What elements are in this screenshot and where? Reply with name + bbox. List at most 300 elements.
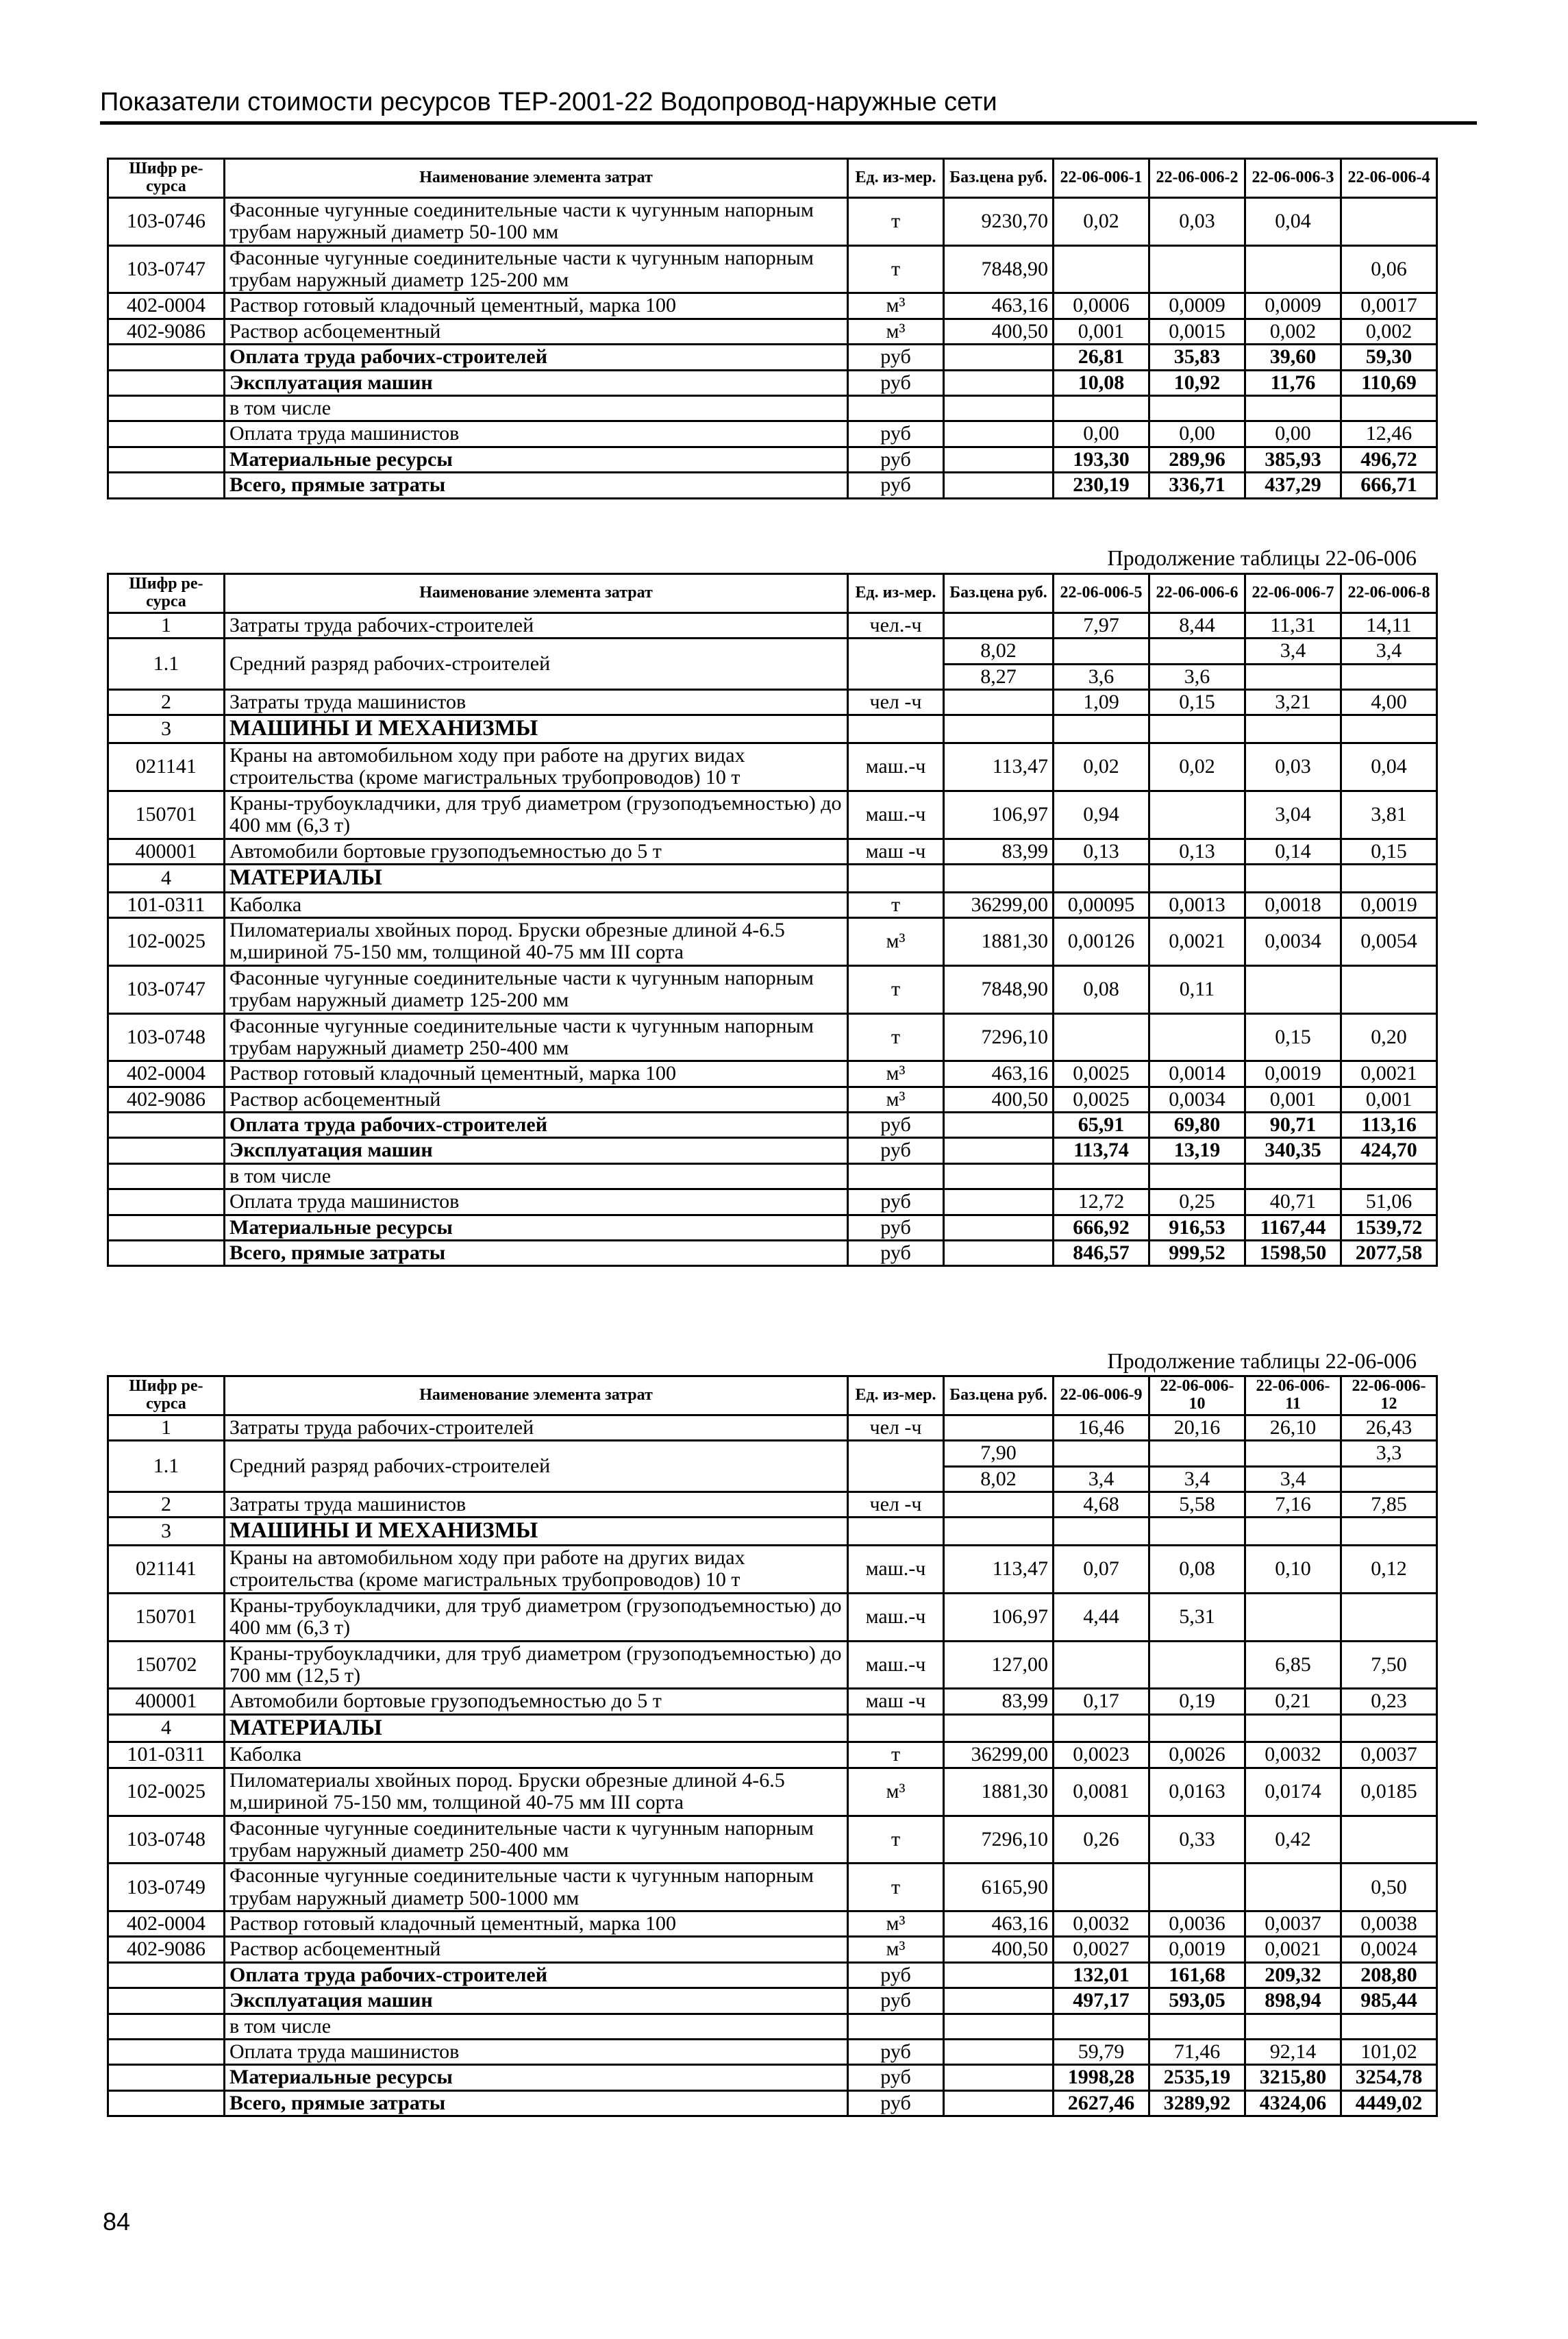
resource-price: 8,27 [944, 664, 1054, 689]
norm-value: 71,46 [1149, 2040, 1245, 2065]
resource-name: Затраты труда рабочих-строителей [225, 1415, 848, 1440]
table-row [108, 1816, 1437, 1864]
resource-price [944, 1518, 1054, 1546]
norm-value: 0,00095 [1054, 892, 1149, 917]
norm-value [1341, 1466, 1437, 1492]
table-row [108, 2090, 1437, 2116]
norm-value: 0,12 [1341, 1546, 1437, 1594]
resource-code: 402-9086 [108, 1937, 225, 1962]
resource-name: Затраты труда рабочих-строителей [225, 612, 848, 638]
resource-unit: руб [848, 1988, 944, 2014]
resource-price [944, 395, 1054, 421]
norm-value [1149, 639, 1245, 664]
resource-code: 101-0311 [108, 1742, 225, 1768]
resource-unit: руб [848, 1113, 944, 1138]
resource-name: Оплата труда машинистов [225, 421, 848, 447]
resource-name: Оплата труда рабочих-строителей [225, 1113, 848, 1138]
table-row [108, 293, 1437, 319]
norm-value: 0,00 [1245, 421, 1341, 447]
resource-name: Оплата труда машинистов [225, 2040, 848, 2065]
table-row [108, 197, 1437, 245]
norm-value: 0,0019 [1245, 1061, 1341, 1087]
norm-value: 0,94 [1054, 791, 1149, 839]
resource-name: Раствор асбоцементный [225, 1087, 848, 1112]
resource-price [944, 1714, 1054, 1742]
norm-value [1341, 395, 1437, 421]
norm-value [1341, 1593, 1437, 1641]
norm-value: 7,50 [1341, 1641, 1437, 1689]
table-row [108, 395, 1437, 421]
norm-value: 0,0038 [1341, 1911, 1437, 1937]
resource-name: Материальные ресурсы [225, 2065, 848, 2090]
resource-code: 4 [108, 864, 225, 892]
norm-value: 0,0019 [1341, 892, 1437, 917]
norm-value: 0,0032 [1245, 1742, 1341, 1768]
table-row [108, 791, 1437, 839]
resource-name: Средний разряд рабочих-строителей [225, 1441, 848, 1492]
continuation-label-2: Продолжение таблицы 22-06-006 [1107, 1348, 1417, 1373]
resource-price [944, 2090, 1054, 2116]
norm-value: 496,72 [1341, 447, 1437, 472]
norm-value [1341, 2014, 1437, 2039]
resource-price: 7,90 [944, 1441, 1054, 1466]
norm-value: 132,01 [1054, 1962, 1149, 1988]
resource-price [944, 1138, 1054, 1163]
page-number: 84 [103, 2207, 131, 2236]
norm-value: 0,001 [1341, 1087, 1437, 1112]
norm-value: 0,001 [1245, 1087, 1341, 1112]
resource-price [944, 1492, 1054, 1517]
norm-value: 4,44 [1054, 1593, 1149, 1641]
norm-value: 3,4 [1245, 1466, 1341, 1492]
norm-value: 2077,58 [1341, 1241, 1437, 1266]
resource-price: 106,97 [944, 791, 1054, 839]
resource-name: Оплата труда рабочих-строителей [225, 1962, 848, 1988]
resource-unit [848, 395, 944, 421]
norm-value: 999,52 [1149, 1241, 1245, 1266]
resource-name: Каболка [225, 892, 848, 917]
norm-value: 0,002 [1245, 319, 1341, 344]
norm-value: 0,02 [1149, 743, 1245, 791]
resource-name: Фасонные чугунные соединительные части к чугунным напорным трубам наружный диаметр 125-200 мм [225, 245, 848, 293]
resource-price [944, 1113, 1054, 1138]
norm-value: 11,76 [1245, 370, 1341, 395]
resource-code: 4 [108, 1714, 225, 1742]
resource-price: 106,97 [944, 1593, 1054, 1641]
resource-price [944, 689, 1054, 715]
resource-unit: м³ [848, 1087, 944, 1112]
resource-price [944, 370, 1054, 395]
resource-code: 402-0004 [108, 1911, 225, 1937]
resource-name: Пиломатериалы хвойных пород. Бруски обрезные длиной 4-6.5 м,шириной 75-150 мм, толщиной 40-75 мм III сорта [225, 1768, 848, 1816]
header-norm-col: 22-06-006-10 [1149, 1376, 1245, 1415]
resource-unit: т [848, 197, 944, 245]
norm-value: 39,60 [1245, 345, 1341, 370]
norm-value: 0,20 [1341, 1013, 1437, 1061]
norm-value: 3,81 [1341, 791, 1437, 839]
resource-unit: м³ [848, 319, 944, 344]
resource-code: 402-0004 [108, 293, 225, 319]
header-norm-col: 22-06-006-8 [1341, 574, 1437, 613]
norm-value: 65,91 [1054, 1113, 1149, 1138]
norm-value: 113,16 [1341, 1113, 1437, 1138]
resource-code: 400001 [108, 1689, 225, 1714]
norm-value: 0,07 [1054, 1546, 1149, 1594]
resource-code: 021141 [108, 743, 225, 791]
norm-value: 230,19 [1054, 473, 1149, 498]
norm-value: 0,13 [1149, 839, 1245, 864]
norm-value: 59,30 [1341, 345, 1437, 370]
table-row [108, 1768, 1437, 1816]
resource-code: 021141 [108, 1546, 225, 1594]
resource-unit [848, 715, 944, 743]
table-row [108, 1518, 1437, 1546]
norm-value: 340,35 [1245, 1138, 1341, 1163]
norm-value [1149, 1518, 1245, 1546]
resource-unit: руб [848, 370, 944, 395]
header-norm-col: 22-06-006-6 [1149, 574, 1245, 613]
resource-name: МАШИНЫ И МЕХАНИЗМЫ [225, 1518, 848, 1546]
resource-unit: т [848, 1816, 944, 1864]
resource-name: Раствор асбоцементный [225, 1937, 848, 1962]
norm-value: 0,14 [1245, 839, 1341, 864]
resource-unit: чел -ч [848, 1415, 944, 1440]
norm-value: 35,83 [1149, 345, 1245, 370]
norm-value: 193,30 [1054, 447, 1149, 472]
resource-unit: руб [848, 1241, 944, 1266]
resource-price [944, 1962, 1054, 1988]
norm-value [1341, 965, 1437, 1013]
resource-code [108, 1962, 225, 1988]
resource-code: 402-9086 [108, 1087, 225, 1112]
resource-code: 103-0748 [108, 1816, 225, 1864]
norm-value: 12,46 [1341, 421, 1437, 447]
norm-value: 3215,80 [1245, 2065, 1341, 2090]
norm-value [1245, 864, 1341, 892]
norm-value: 0,03 [1245, 743, 1341, 791]
resource-code: 1.1 [108, 639, 225, 690]
resource-code: 2 [108, 1492, 225, 1517]
norm-value: 0,19 [1149, 1689, 1245, 1714]
norm-value: 0,0054 [1341, 917, 1437, 965]
norm-value [1341, 864, 1437, 892]
resource-unit: маш.-ч [848, 1641, 944, 1689]
norm-value: 26,81 [1054, 345, 1149, 370]
norm-value: 916,53 [1149, 1215, 1245, 1240]
resource-code [108, 1988, 225, 2014]
norm-value [1149, 1641, 1245, 1689]
norm-value: 1539,72 [1341, 1215, 1437, 1240]
resource-unit: т [848, 1013, 944, 1061]
resource-name: Фасонные чугунные соединительные части к чугунным напорным трубам наружный диаметр 50-100 мм [225, 197, 848, 245]
resource-code [108, 370, 225, 395]
norm-value: 0,0021 [1149, 917, 1245, 965]
resource-unit [848, 639, 944, 690]
header-unit: Ед. из-мер. [848, 159, 944, 198]
norm-value [1054, 1441, 1149, 1466]
resource-unit: руб [848, 473, 944, 498]
norm-value: 7,16 [1245, 1492, 1341, 1517]
norm-value: 0,42 [1245, 1816, 1341, 1864]
norm-value: 0,13 [1054, 839, 1149, 864]
norm-value: 666,92 [1054, 1215, 1149, 1240]
resource-price: 400,50 [944, 319, 1054, 344]
resource-price: 9230,70 [944, 197, 1054, 245]
header-norm-col: 22-06-006-3 [1245, 159, 1341, 198]
norm-value: 20,16 [1149, 1415, 1245, 1440]
table-row [108, 1593, 1437, 1641]
table-row [108, 447, 1437, 472]
resource-unit: руб [848, 2040, 944, 2065]
header-price: Баз.цена руб. [944, 1376, 1054, 1415]
norm-value: 26,10 [1245, 1415, 1341, 1440]
resource-unit: чел.-ч [848, 612, 944, 638]
table-row [108, 2065, 1437, 2090]
norm-value: 289,96 [1149, 447, 1245, 472]
norm-value [1149, 791, 1245, 839]
norm-value: 0,50 [1341, 1864, 1437, 1911]
norm-value [1245, 395, 1341, 421]
resource-price [944, 1215, 1054, 1240]
norm-value: 0,15 [1149, 689, 1245, 715]
norm-value: 209,32 [1245, 1962, 1341, 1988]
header-code: Шифр ре-сурса [108, 1376, 225, 1415]
resource-price [944, 864, 1054, 892]
norm-value [1054, 864, 1149, 892]
resource-code: 402-9086 [108, 319, 225, 344]
norm-value: 0,00 [1054, 421, 1149, 447]
norm-value: 0,0009 [1245, 293, 1341, 319]
resource-code: 2 [108, 689, 225, 715]
resource-name: Всего, прямые затраты [225, 473, 848, 498]
norm-value: 90,71 [1245, 1113, 1341, 1138]
resource-name: Эксплуатация машин [225, 370, 848, 395]
resource-code: 103-0749 [108, 1864, 225, 1911]
resource-price: 7848,90 [944, 965, 1054, 1013]
table-row [108, 1061, 1437, 1087]
norm-value: 0,10 [1245, 1546, 1341, 1594]
norm-value: 110,69 [1341, 370, 1437, 395]
resource-code: 103-0747 [108, 245, 225, 293]
norm-value: 0,0025 [1054, 1061, 1149, 1087]
resource-unit: руб [848, 1138, 944, 1163]
resource-price [944, 1189, 1054, 1215]
norm-value: 0,08 [1054, 965, 1149, 1013]
table-row [108, 370, 1437, 395]
resource-price [944, 447, 1054, 472]
resource-price: 1881,30 [944, 1768, 1054, 1816]
norm-value: 0,0023 [1054, 1742, 1149, 1768]
norm-value [1149, 1714, 1245, 1742]
table-row [108, 1163, 1437, 1189]
norm-value: 208,80 [1341, 1962, 1437, 1988]
resource-price [944, 2014, 1054, 2039]
resource-unit: м³ [848, 1061, 944, 1087]
norm-value: 0,0163 [1149, 1768, 1245, 1816]
resource-name: Затраты труда машинистов [225, 689, 848, 715]
resource-price [944, 1415, 1054, 1440]
table-row [108, 245, 1437, 293]
norm-value: 0,11 [1149, 965, 1245, 1013]
header-norm-col: 22-06-006-5 [1054, 574, 1149, 613]
norm-value [1341, 1714, 1437, 1742]
norm-value: 51,06 [1341, 1189, 1437, 1215]
norm-value: 0,0019 [1149, 1937, 1245, 1962]
norm-value: 92,14 [1245, 2040, 1341, 2065]
table-row [108, 1189, 1437, 1215]
norm-value: 40,71 [1245, 1189, 1341, 1215]
norm-value: 0,0081 [1054, 1768, 1149, 1816]
norm-value [1054, 1518, 1149, 1546]
resource-unit [848, 1714, 944, 1742]
norm-value: 0,0185 [1341, 1768, 1437, 1816]
norm-value: 0,26 [1054, 1816, 1149, 1864]
norm-value: 5,31 [1149, 1593, 1245, 1641]
norm-value: 4449,02 [1341, 2090, 1437, 2116]
resource-code: 101-0311 [108, 892, 225, 917]
norm-value: 0,0174 [1245, 1768, 1341, 1816]
resource-code: 402-0004 [108, 1061, 225, 1087]
table-row [108, 319, 1437, 344]
norm-value: 424,70 [1341, 1138, 1437, 1163]
norm-value: 666,71 [1341, 473, 1437, 498]
resource-name: Всего, прямые затраты [225, 2090, 848, 2116]
resource-unit: руб [848, 447, 944, 472]
norm-value: 0,0037 [1245, 1911, 1341, 1937]
resource-unit: т [848, 965, 944, 1013]
resource-unit: руб [848, 1215, 944, 1240]
resource-unit: чел -ч [848, 1492, 944, 1517]
resource-code [108, 447, 225, 472]
table-row [108, 1864, 1437, 1911]
resource-price [944, 421, 1054, 447]
resource-unit: м³ [848, 293, 944, 319]
norm-value: 4,68 [1054, 1492, 1149, 1517]
resource-price: 463,16 [944, 1911, 1054, 1937]
norm-value: 898,94 [1245, 1988, 1341, 2014]
resource-code [108, 421, 225, 447]
resource-name: Затраты труда машинистов [225, 1492, 848, 1517]
norm-value [1245, 1714, 1341, 1742]
resource-price [944, 2065, 1054, 2090]
resource-unit: т [848, 892, 944, 917]
norm-value: 3254,78 [1341, 2065, 1437, 2090]
norm-value [1341, 1816, 1437, 1864]
norm-value [1245, 664, 1341, 689]
norm-value: 0,0006 [1054, 293, 1149, 319]
table-header-row [108, 574, 1437, 613]
table-row [108, 1138, 1437, 1163]
table-row [108, 1087, 1437, 1112]
resource-name: Краны на автомобильном ходу при работе на других видах строительства (кроме магистральных трубопроводов) 10 т [225, 1546, 848, 1594]
table-row [108, 2014, 1437, 2039]
norm-value [1054, 639, 1149, 664]
header-code: Шифр ре-сурса [108, 574, 225, 613]
norm-value: 0,0017 [1341, 293, 1437, 319]
norm-value: 3,6 [1054, 664, 1149, 689]
table-row [108, 1215, 1437, 1240]
resource-name: Каболка [225, 1742, 848, 1768]
norm-value: 0,0009 [1149, 293, 1245, 319]
table-row [108, 743, 1437, 791]
norm-value: 0,00 [1149, 421, 1245, 447]
resource-price [944, 1241, 1054, 1266]
resource-name: Фасонные чугунные соединительные части к чугунным напорным трубам наружный диаметр 125-200 мм [225, 965, 848, 1013]
resource-name: в том числе [225, 1163, 848, 1189]
header-norm-col: 22-06-006-2 [1149, 159, 1245, 198]
resource-code [108, 1215, 225, 1240]
resource-name: Материальные ресурсы [225, 447, 848, 472]
resource-unit: руб [848, 2090, 944, 2116]
resource-name: Фасонные чугунные соединительные части к чугунным напорным трубам наружный диаметр 250-400 мм [225, 1013, 848, 1061]
header-name: Наименование элемента затрат [225, 159, 848, 198]
norm-value: 0,04 [1341, 743, 1437, 791]
table-header-row [108, 1376, 1437, 1415]
resource-name: Эксплуатация машин [225, 1988, 848, 2014]
table-row [108, 345, 1437, 370]
resource-price: 463,16 [944, 1061, 1054, 1087]
norm-value [1054, 395, 1149, 421]
norm-value [1149, 864, 1245, 892]
header-norm-col: 22-06-006-11 [1245, 1376, 1341, 1415]
resource-name: Раствор готовый кладочный цементный, марка 100 [225, 1061, 848, 1087]
resource-price [944, 612, 1054, 638]
resource-price: 7296,10 [944, 1013, 1054, 1061]
norm-value: 0,0026 [1149, 1742, 1245, 1768]
resource-table-1 [107, 158, 1438, 499]
norm-value: 5,58 [1149, 1492, 1245, 1517]
resource-unit: маш -ч [848, 839, 944, 864]
header-unit: Ед. из-мер. [848, 574, 944, 613]
resource-code: 3 [108, 1518, 225, 1546]
resource-unit: м³ [848, 1911, 944, 1937]
resource-unit: м³ [848, 917, 944, 965]
resource-name: Всего, прямые затраты [225, 1241, 848, 1266]
resource-unit: маш.-ч [848, 791, 944, 839]
table-row [108, 1911, 1437, 1937]
norm-value [1245, 965, 1341, 1013]
norm-value: 0,0024 [1341, 1937, 1437, 1962]
resource-name: МАТЕРИАЛЫ [225, 864, 848, 892]
resource-code [108, 473, 225, 498]
header-norm-col: 22-06-006-4 [1341, 159, 1437, 198]
resource-code [108, 395, 225, 421]
resource-name: МАШИНЫ И МЕХАНИЗМЫ [225, 715, 848, 743]
resource-price: 8,02 [944, 1466, 1054, 1492]
table-row [108, 2040, 1437, 2065]
resource-code: 1 [108, 1415, 225, 1440]
norm-value [1149, 1441, 1245, 1466]
norm-value: 161,68 [1149, 1962, 1245, 1988]
resource-name: Материальные ресурсы [225, 1215, 848, 1240]
resource-unit: маш.-ч [848, 1593, 944, 1641]
norm-value: 1,09 [1054, 689, 1149, 715]
norm-value: 0,0021 [1245, 1937, 1341, 1962]
norm-value: 14,11 [1341, 612, 1437, 638]
norm-value [1341, 664, 1437, 689]
resource-price: 113,47 [944, 743, 1054, 791]
norm-value: 0,23 [1341, 1689, 1437, 1714]
resource-code: 1.1 [108, 1441, 225, 1492]
norm-value: 0,001 [1054, 319, 1149, 344]
resource-code: 102-0025 [108, 1768, 225, 1816]
table-row [108, 1113, 1437, 1138]
resource-code [108, 1138, 225, 1163]
norm-value: 6,85 [1245, 1641, 1341, 1689]
resource-name: Раствор готовый кладочный цементный, марка 100 [225, 1911, 848, 1937]
resource-unit: руб [848, 1962, 944, 1988]
resource-unit: маш.-ч [848, 1546, 944, 1594]
